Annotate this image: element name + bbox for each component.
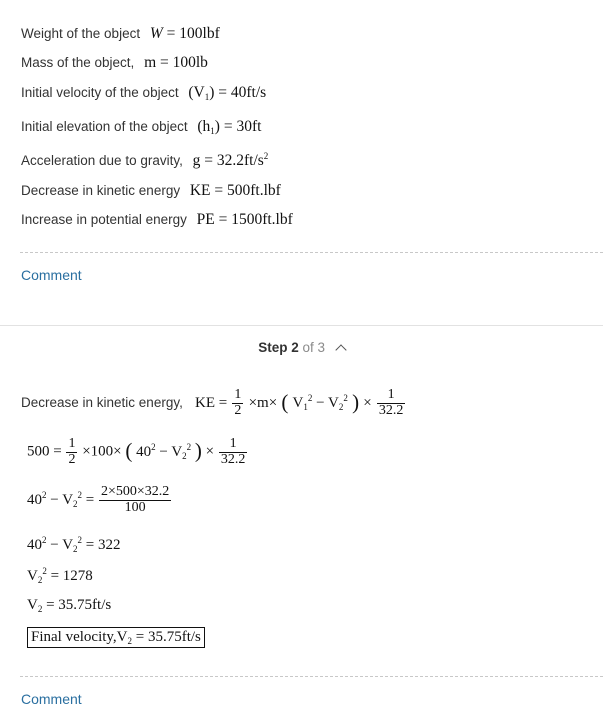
- paren-close: ): [352, 390, 360, 415]
- gravity-num: 1: [387, 387, 395, 402]
- ke-velocity-terms: $V_1^2 - V_2^2$: [292, 393, 348, 413]
- eq2-num: 2×500×32.2: [101, 484, 170, 499]
- final-answer-box: Final $velocity,V_2 = 35.75ft/s$: [27, 627, 205, 648]
- eq2-fraction: [99, 485, 171, 515]
- equation-5: $V_2 = 35.75ft/s$: [27, 597, 112, 614]
- paren-open: (: [281, 390, 289, 415]
- half-fraction: [232, 388, 243, 418]
- half-den: 2: [234, 402, 242, 418]
- given-gravity-eq: $g = 32.2ft/s^2$: [192, 151, 269, 169]
- step1-comment-link[interactable]: Comment: [21, 267, 82, 283]
- eq2-den: 100: [99, 500, 171, 516]
- eq1-half-num: 1: [68, 436, 76, 451]
- step-header: [0, 340, 603, 355]
- equation-4: $V_2^2 = 1278$: [27, 566, 93, 585]
- step-total: of 3: [302, 340, 326, 355]
- eq1-times: ×: [205, 443, 215, 460]
- step1-divider: [20, 252, 603, 253]
- gravity-den: 32.2: [378, 402, 404, 418]
- given-mass-label: Mass of the object,: [21, 55, 135, 70]
- gravity-fraction: [377, 388, 406, 418]
- given-gravity-label: Acceleration due to gravity,: [21, 153, 183, 168]
- step-current: 2: [291, 340, 299, 355]
- given-initial-velocity-eq: $(V_1) = 40ft/s$: [188, 84, 267, 102]
- given-initial-velocity-label: Initial velocity of the object: [21, 85, 179, 100]
- step2-comment-link[interactable]: Comment: [21, 691, 82, 707]
- given-initial-elevation-eq: $(h_1) = 30ft$: [197, 118, 262, 136]
- equation-1: [27, 437, 248, 467]
- chevron-up-icon[interactable]: [335, 344, 346, 355]
- equation-2: [27, 485, 172, 515]
- ke-times-m: ×m×: [248, 395, 278, 412]
- eq2-lhs: $40^2 - V_2^2$ =: [27, 489, 95, 509]
- given-initial-velocity: [21, 84, 266, 102]
- given-potential-energy: [21, 211, 293, 229]
- ke-formula: [21, 388, 406, 418]
- given-potential-energy-eq: PE = 1500ft.lbf: [196, 211, 293, 228]
- given-initial-elevation-label: Initial elevation of the object: [21, 119, 188, 134]
- given-potential-energy-label: Increase in potential energy: [21, 212, 187, 227]
- eq1-half: [66, 437, 77, 467]
- ke-formula-label: Decrease in kinetic energy,: [21, 395, 183, 411]
- step-word: Step: [258, 340, 288, 355]
- given-weight-label: Weight of the object: [21, 26, 141, 41]
- eq1-lhs: 500 =: [27, 443, 62, 460]
- section-divider: [0, 325, 603, 326]
- given-kinetic-energy-label: Decrease in kinetic energy: [21, 183, 181, 198]
- given-kinetic-energy: [21, 182, 281, 200]
- eq1-half-den: 2: [68, 451, 76, 467]
- eq1-gravity-den: 32.2: [220, 451, 246, 467]
- equation-3: $40^2 - V_2^2 = 322$: [27, 535, 121, 554]
- half-num: 1: [234, 387, 242, 402]
- eq1-gravity-num: 1: [229, 436, 237, 451]
- ke-times: ×: [363, 395, 372, 412]
- eq1-paren: $40^2 - V_2^2$: [136, 441, 192, 461]
- given-initial-elevation: [21, 118, 261, 136]
- paren-open: (: [125, 438, 133, 463]
- given-weight: [21, 25, 220, 43]
- eq1-gravity: [219, 437, 248, 467]
- given-gravity: [21, 151, 268, 170]
- ke-formula-lhs: KE =: [195, 395, 228, 412]
- given-mass-eq: m = 100lb: [144, 54, 208, 71]
- eq1-mid: ×100×: [82, 443, 122, 460]
- given-weight-eq: W = 100lbf: [149, 25, 220, 42]
- given-kinetic-energy-eq: KE = 500ft.lbf: [189, 182, 281, 199]
- given-mass: [21, 54, 208, 72]
- step2-divider: [20, 676, 603, 677]
- paren-close: ): [194, 438, 202, 463]
